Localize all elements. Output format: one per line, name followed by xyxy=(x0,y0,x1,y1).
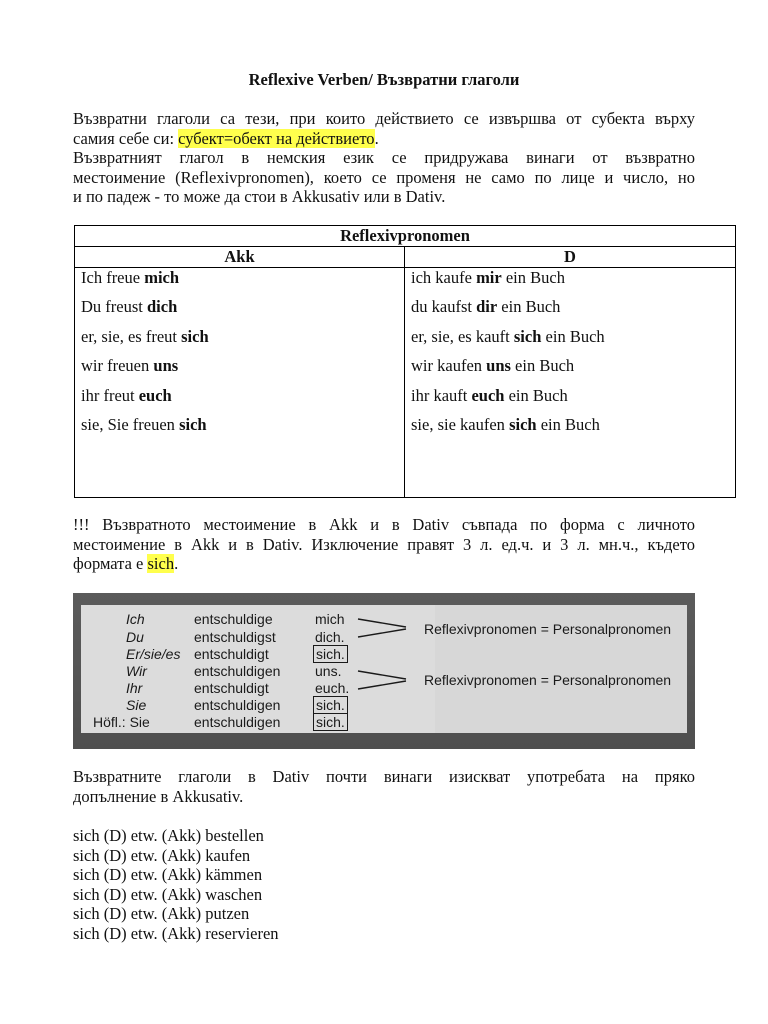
table-row xyxy=(81,268,398,298)
highlight-subject-object: субект=обект на действието xyxy=(178,128,375,148)
note-line-3-pre: формата е xyxy=(73,554,148,573)
list-item: sich (D) etw. (Akk) kämmen xyxy=(73,865,263,885)
dativ-paragraph xyxy=(73,767,695,806)
reflexive-line-1: Възвратният глагол в немския език се придружава винаги от възвратно xyxy=(73,148,695,167)
row-text: ihr freut xyxy=(81,385,139,405)
d-column xyxy=(405,267,736,497)
row-text: Du freust xyxy=(81,297,147,316)
note-line-3 xyxy=(73,554,695,574)
row-pronoun: dich xyxy=(146,297,178,316)
row-pronoun: sich xyxy=(181,326,209,346)
row-pronoun: mir xyxy=(476,267,502,287)
photo-verb: entschuldigen xyxy=(194,663,281,679)
table-row xyxy=(411,356,729,386)
row-pronoun: euch xyxy=(138,385,172,405)
list-item: sich (D) etw. (Akk) kaufen xyxy=(73,845,251,865)
row-text: er, sie, es kauft xyxy=(411,326,514,346)
column-header-akk: Akk xyxy=(75,247,405,268)
row-pronoun: dir xyxy=(476,297,498,316)
table-row xyxy=(411,415,729,445)
note-line-2: местоимение в Akk и в Dativ. Изключение правят 3 л. ед.ч. и 3 л. мн.ч., където xyxy=(73,534,695,554)
intro-line-2 xyxy=(73,129,695,149)
row-text-post: ein Buch xyxy=(497,297,561,316)
reflexive-line-3: и по падеж - то може да стои в Akkusativ или в Dativ. xyxy=(73,187,446,206)
row-pronoun: sich xyxy=(513,326,542,346)
photo-verb: entschuldigt xyxy=(194,646,269,662)
reflexive-paragraph xyxy=(73,148,695,207)
photo-pronoun: uns. xyxy=(315,663,342,679)
photo-subject: Ihr xyxy=(126,680,143,696)
table-row xyxy=(81,356,398,386)
row-pronoun: euch xyxy=(471,385,505,405)
list-item: sich (D) etw. (Akk) bestellen xyxy=(73,826,264,845)
intro-line-2-pre: самия себе си: xyxy=(73,128,179,148)
row-pronoun: sich xyxy=(509,415,537,434)
akk-column xyxy=(75,267,405,497)
intro-line-1: Възвратни глаголи са тези, при които действието се извършва от субекта върху xyxy=(73,109,695,128)
dativ-line-2: допълнение в Akkusativ. xyxy=(73,786,244,806)
table-row xyxy=(411,268,729,298)
photo-pronoun: sich. xyxy=(313,713,348,731)
photo-verb: entschuldige xyxy=(194,611,273,627)
photo-subject: Ich xyxy=(126,611,145,627)
table-row xyxy=(81,297,398,327)
row-text-post: ein Buch xyxy=(501,267,565,287)
list-item: sich (D) etw. (Akk) putzen xyxy=(73,904,250,924)
intro-line-2-post: . xyxy=(374,128,379,148)
table-row xyxy=(411,327,729,357)
row-text: du kaufst xyxy=(411,297,477,316)
photo-verb: entschuldigt xyxy=(194,680,269,696)
photo-verb: entschuldigen xyxy=(194,697,281,713)
photo-subject: Wir xyxy=(126,663,147,679)
row-pronoun: mich xyxy=(144,267,180,287)
row-text: wir kaufen xyxy=(411,356,487,375)
reflexive-line-2: местоимение (Reflexivpronomen), което се променя не само по лице и число, но xyxy=(73,167,695,187)
photo-label: Reflexivpronomen = Personalpronomen xyxy=(424,672,672,688)
intro-paragraph xyxy=(73,109,695,148)
photo-pronoun: mich xyxy=(315,611,345,627)
table-row xyxy=(81,327,398,357)
row-text: Ich freue xyxy=(81,267,145,287)
photo-subject: Höfl.: Sie xyxy=(93,714,150,730)
row-text: ich kaufe xyxy=(411,267,477,287)
photo-subject: Er/sie/es xyxy=(126,646,181,662)
photo-verb: entschuldigen xyxy=(194,714,281,730)
note-line-3-post: . xyxy=(174,554,179,573)
row-pronoun: uns xyxy=(153,356,179,375)
row-text: sie, sie kaufen xyxy=(411,415,510,434)
photo-pronoun: euch. xyxy=(315,680,350,696)
photo-subject: Sie xyxy=(126,697,147,713)
note-line-1: !!! Възвратното местоимение в Akk и в Dativ съвпада по форма с личното xyxy=(73,515,695,534)
table-row xyxy=(81,386,398,416)
row-pronoun: sich xyxy=(179,415,207,434)
row-text-post: ein Buch xyxy=(541,326,605,346)
row-text-post: ein Buch xyxy=(536,415,600,434)
row-text-post: ein Buch xyxy=(510,356,575,375)
reflexivpronomen-table xyxy=(74,225,736,498)
row-text: er, sie, es freut xyxy=(81,326,182,346)
page-title: Reflexive Verben/ Възвратни глаголи xyxy=(248,70,520,89)
row-text: sie, Sie freuen xyxy=(81,415,180,434)
list-item: sich (D) etw. (Akk) waschen xyxy=(73,884,263,904)
row-pronoun: uns xyxy=(486,356,511,375)
photo-pronoun: sich. xyxy=(313,696,348,714)
table-header: Reflexivpronomen xyxy=(75,226,736,247)
examples-list xyxy=(73,826,695,944)
note-paragraph xyxy=(73,515,695,574)
table-row xyxy=(411,386,729,416)
table-row xyxy=(411,297,729,327)
row-text-post: ein Buch xyxy=(504,385,568,405)
row-text: ihr kauft xyxy=(411,385,472,405)
photo-pronoun: sich. xyxy=(313,645,348,663)
row-text: wir freuen xyxy=(81,356,154,375)
photo-pronoun: dich. xyxy=(315,629,345,645)
table-row xyxy=(81,415,398,445)
photo-label: Reflexivpronomen = Personalpronomen xyxy=(424,621,672,637)
textbook-photo xyxy=(73,593,695,749)
photo-verb: entschuldigst xyxy=(194,629,276,645)
dativ-line-1: Възвратните глаголи в Dativ почти винаги изискват употребата на пряко xyxy=(73,767,695,786)
list-item: sich (D) etw. (Akk) reservieren xyxy=(73,923,279,943)
highlight-sich: sich xyxy=(147,554,175,573)
photo-subject: Du xyxy=(126,629,144,645)
column-header-d: D xyxy=(405,247,736,268)
